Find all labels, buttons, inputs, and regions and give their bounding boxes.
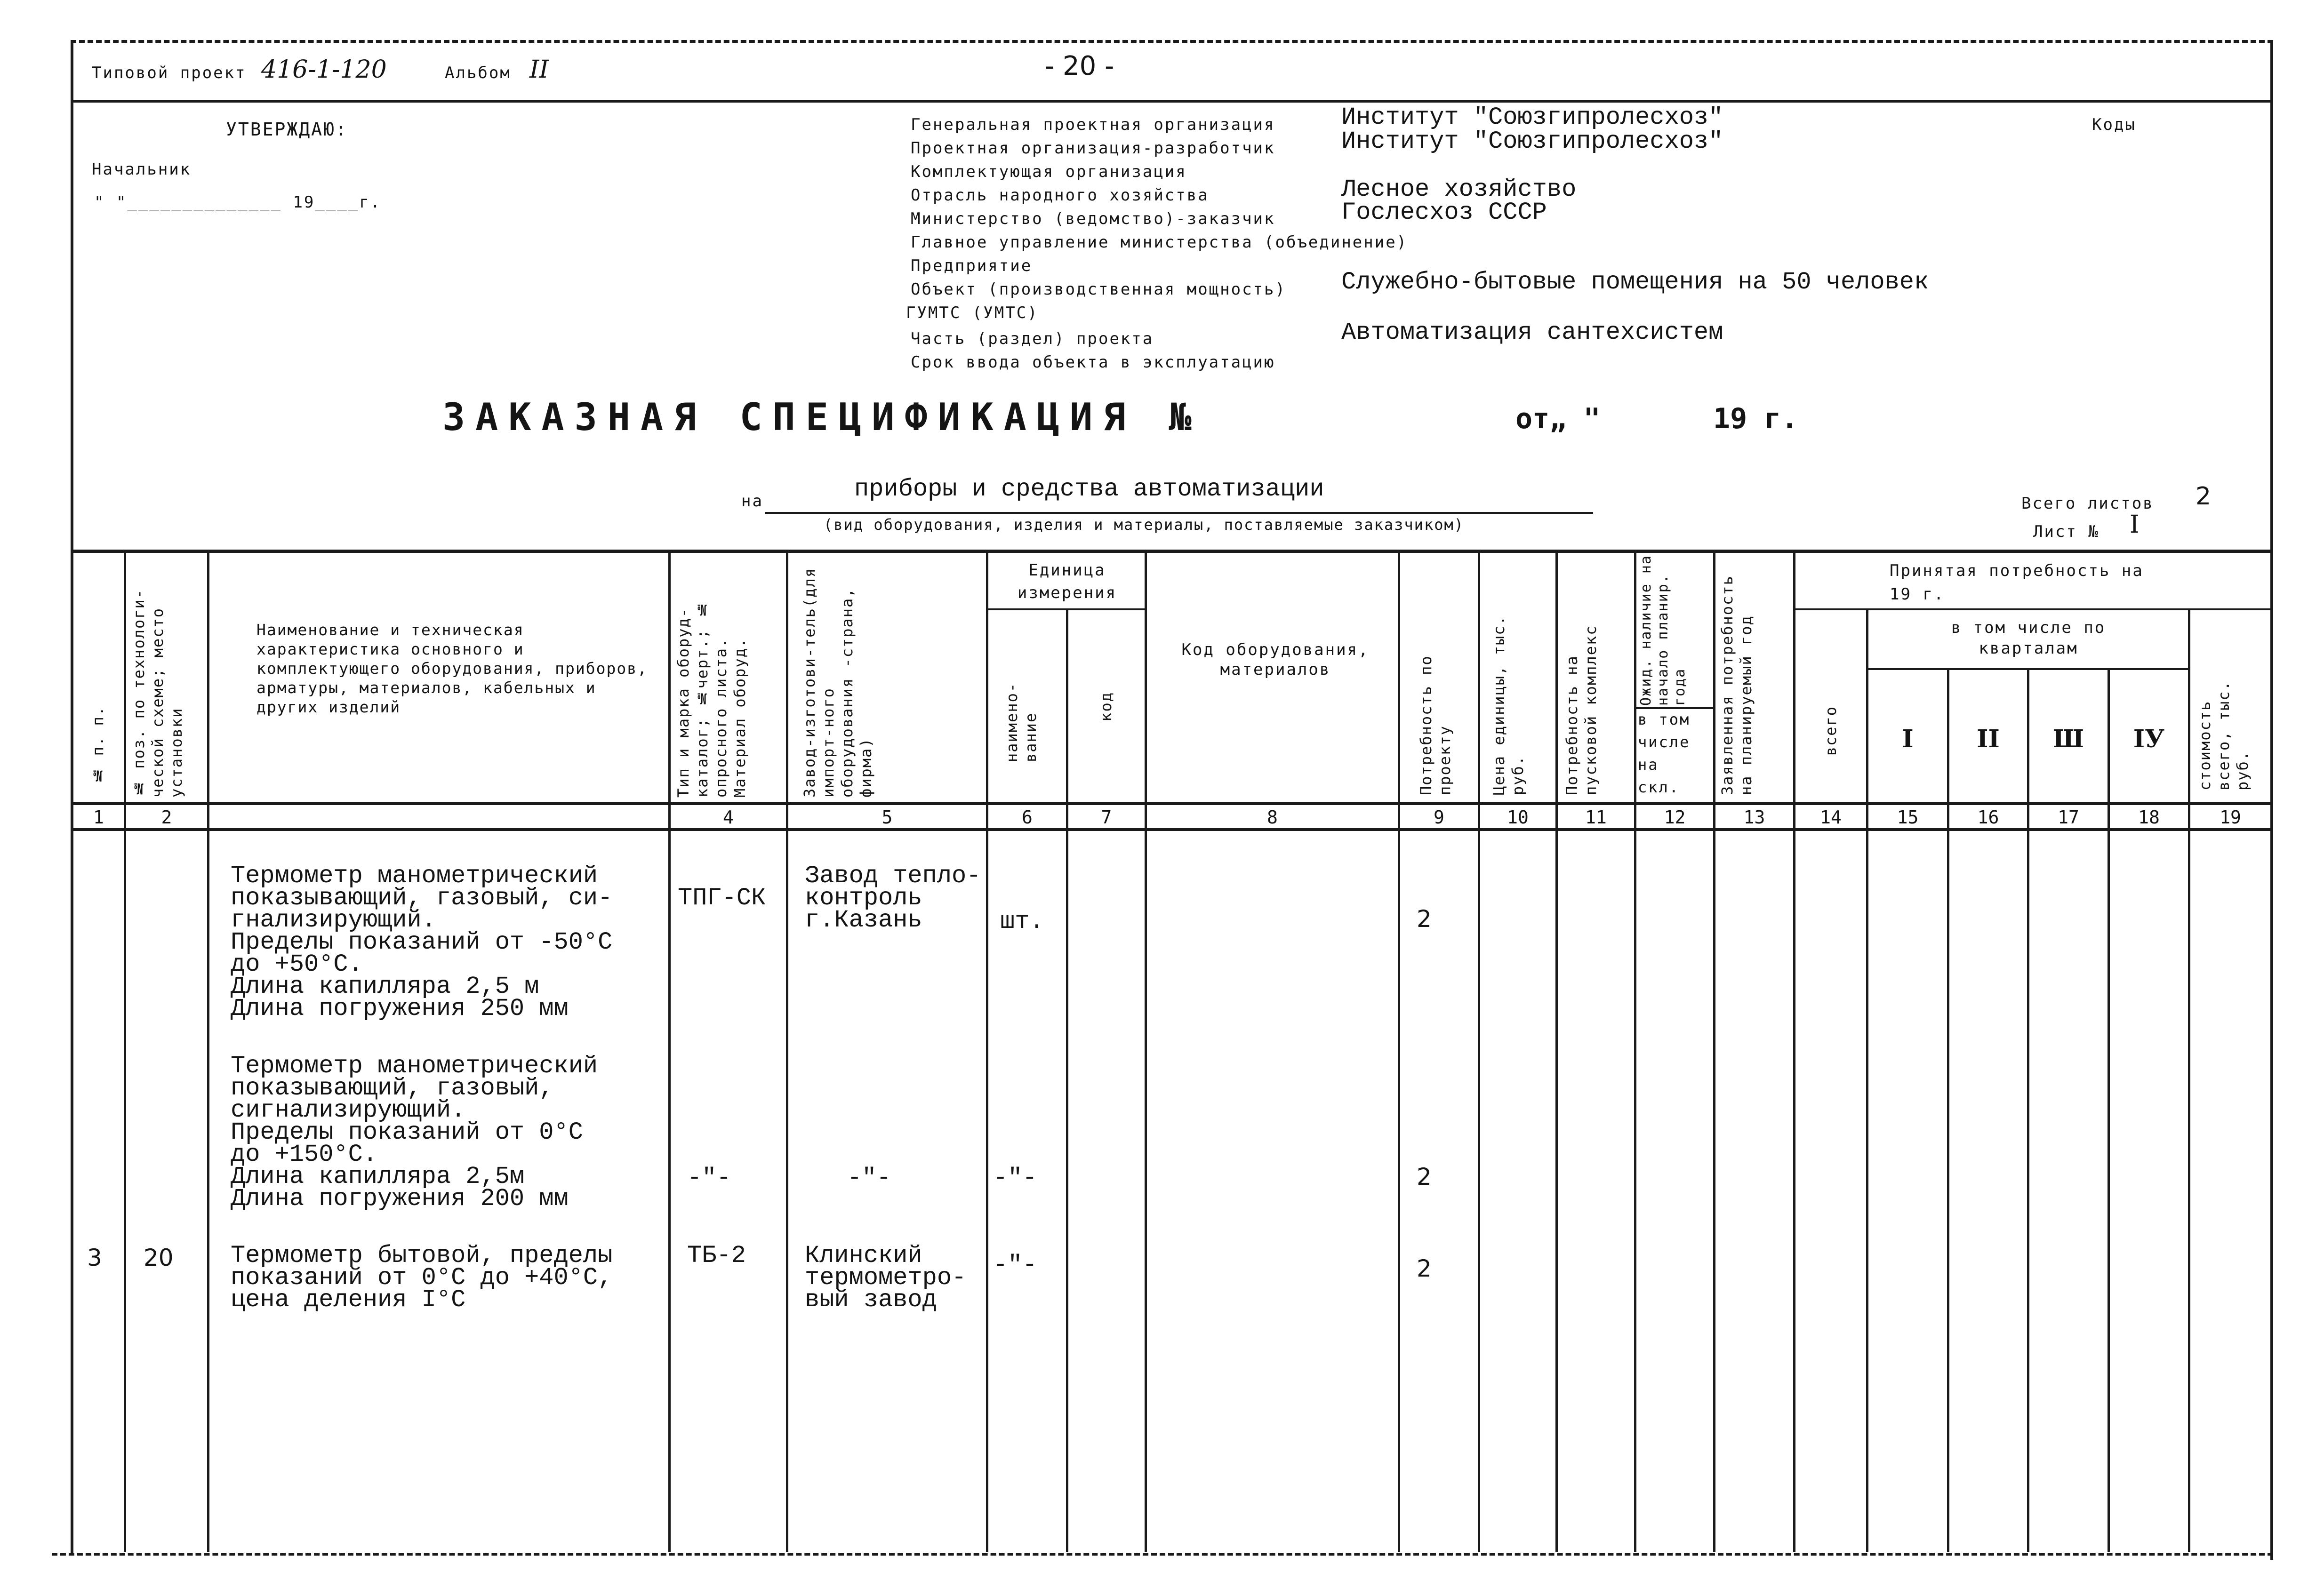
project-label: Типовой проект [92, 64, 247, 82]
org-label-8: Объект (производственная мощность) [911, 280, 1286, 299]
header-unit-group: Единица измерения [1017, 561, 1117, 602]
header-c11: Потребность на пусковой комплекс [1563, 625, 1600, 795]
table-header-rule [71, 802, 2273, 805]
col-number: 19 [2220, 807, 2241, 828]
header-c8: Код оборудования, материалов [1181, 640, 1370, 679]
col-number: 9 [1434, 807, 1444, 828]
row-number: 3 [87, 1244, 102, 1271]
row-qty: 2 [1417, 905, 1432, 933]
row-qty: 2 [1417, 1255, 1432, 1282]
row-unit: -"- [993, 1251, 1037, 1279]
row-name: Термометр манометрический показывающий, газовый, сигнализирующий. Пределы показаний от 0°С до +150°С. Длина капилляра 2,5м Длина погружения 200 мм [231, 1052, 598, 1213]
header-c10: Цена единицы, тыс. руб. [1490, 615, 1527, 795]
header-q3: Ш [2053, 725, 2084, 753]
col-divider [1555, 550, 1558, 1552]
approval-date: " "______________ 19____г. [94, 193, 382, 212]
header-c6: наимено-вание [1003, 682, 1040, 762]
object-value: Служебно-бытовые помещения на 50 человек [1341, 268, 1929, 296]
header-c19: стоимость всего, тыс. руб. [2196, 680, 2252, 790]
total-sheets-label: Всего листов [2021, 494, 2154, 513]
col-divider [124, 550, 126, 1552]
col-number: 18 [2138, 807, 2160, 828]
col-number: 7 [1101, 807, 1112, 828]
col-number: 8 [1267, 807, 1278, 828]
header-q4: IУ [2133, 725, 2165, 753]
col-divider [986, 550, 988, 1552]
col-number: 5 [882, 807, 893, 828]
sheet-label: Лист № [2033, 522, 2100, 541]
row-maker: -"- [847, 1164, 891, 1192]
col-number: 15 [1897, 807, 1919, 828]
right-frame [2270, 40, 2273, 1560]
org-label-1: Генеральная проектная организация [911, 115, 1275, 134]
total-sheets-value: 2 [2196, 482, 2212, 511]
ministry-value: Гослесхоз СССР [1341, 199, 1547, 226]
col-number: 6 [1022, 807, 1033, 828]
industry-value: Лесное хозяйство [1341, 176, 1577, 203]
approval-title: УТВЕРЖДАЮ: [226, 119, 348, 140]
document-title: ЗАКАЗНАЯ СПЕЦИФИКАЦИЯ № [442, 395, 1202, 439]
codes-label: Коды [2092, 115, 2136, 134]
row-unit: шт. [1000, 908, 1044, 935]
col-divider [786, 550, 788, 1552]
row-maker: Клинский термометро- вый завод [805, 1242, 967, 1314]
col-number: 4 [723, 807, 734, 828]
header-q2: II [1977, 725, 2000, 753]
album-number: II [529, 56, 549, 84]
header-accepted-group: Принятая потребность на [1890, 561, 2144, 580]
col-divider [1398, 550, 1400, 1552]
subject-prefix: на [741, 492, 763, 511]
col-divider [1145, 550, 1147, 1552]
col-number: 2 [161, 807, 172, 828]
table-top-rule [71, 550, 2273, 553]
col-divider [2188, 609, 2190, 1552]
general-org-value: Институт "Союзгипролесхоз" [1341, 104, 1723, 131]
subject-caption: (вид оборудования, изделия и материалы, поставляемые заказчиком) [824, 516, 1464, 534]
quarters-group-rule [1868, 668, 2190, 670]
header-c3: Наименование и техническая характеристика основного и комплектующего оборудования, приборов, арматуры, материалов, кабельных и других изделий [256, 621, 648, 716]
row-unit: -"- [993, 1164, 1037, 1192]
row-maker: Завод тепло- контроль г.Казань [805, 862, 981, 934]
col-divider [1478, 550, 1480, 1552]
header-c1: № п. п. [89, 706, 107, 785]
header-quarters-group: в том числе по кварталам [1951, 618, 2106, 658]
row-type: -"- [687, 1164, 731, 1192]
header-c12-top: Ожид. наличие на начало планир. года [1638, 555, 1688, 706]
col-divider [1634, 550, 1636, 1552]
header-c9: Потребность по проекту [1417, 655, 1454, 795]
developer-org-value: Институт "Союзгипролесхоз" [1341, 128, 1723, 155]
left-frame [71, 40, 73, 1555]
col-number: 13 [1743, 807, 1765, 828]
col-number [209, 806, 668, 829]
col-divider [207, 550, 209, 1552]
col-divider [1793, 550, 1795, 1552]
header-c4: Тип и марка оборуд-каталог; №черт.; № опросного листа. Материал оборуд. [674, 599, 749, 798]
title-year: 19 г. [1713, 402, 1798, 435]
approval-role: Начальник [92, 160, 192, 179]
col-divider [1713, 550, 1715, 1552]
bottom-border [52, 1553, 2273, 1556]
col-divider [2108, 668, 2110, 1552]
album-label: Альбом [445, 64, 511, 82]
row-position: 20 [144, 1244, 174, 1271]
org-label-9: ГУМТС (УМТС) [906, 303, 1039, 322]
col-divider [2027, 668, 2029, 1552]
header-c2: № поз. по технологи-ческой схеме; место установки [130, 588, 185, 798]
col-number: 10 [1507, 807, 1529, 828]
header-c14: всего [1822, 706, 1840, 756]
row-qty: 2 [1417, 1163, 1432, 1190]
row-type: ТБ-2 [687, 1242, 746, 1270]
col-number: 1 [93, 807, 104, 828]
top-border [71, 40, 2273, 43]
header-rule [71, 100, 2273, 103]
org-label-2: Проектная организация-разработчик [911, 139, 1275, 158]
header-c5: Завод-изготови-тель(для импорт-ного оборудования -страна, фирма) [801, 567, 875, 798]
org-label-3: Комплектующая организация [911, 162, 1187, 181]
col-number: 12 [1664, 807, 1686, 828]
header-c12-bottom: в том числе на скл. [1638, 711, 1691, 796]
title-from: от„ " [1515, 402, 1601, 435]
project-number: 416-1-120 [261, 56, 387, 84]
project-part-value: Автоматизация сантехсистем [1341, 319, 1723, 346]
col-number: 11 [1585, 807, 1607, 828]
org-label-4: Отрасль народного хозяйства [911, 186, 1209, 205]
sheet-value: I [2130, 511, 2140, 539]
row-name: Термометр манометрический показывающий, газовый, си- гнализирующий. Пределы показаний от -50°С до +50°С. Длина капилляра 2,5 м Длина погружения 250 мм [231, 862, 613, 1022]
col-number: 16 [1977, 807, 1999, 828]
org-label-5: Министерство (ведомство)-заказчик [911, 209, 1275, 228]
org-label-6: Главное управление министерства (объединение) [911, 233, 1408, 252]
org-label-10: Часть (раздел) проекта [911, 329, 1154, 348]
row-type: ТПГ-СК [678, 884, 766, 912]
header-q1: I [1902, 725, 1914, 753]
subject-value: приборы и средства автоматизации [854, 475, 1324, 503]
header-c13: Заявленная потребность на планируемый год [1718, 575, 1755, 795]
header-c7: код [1097, 692, 1115, 722]
header-accepted-year: 19 г. [1890, 585, 1945, 604]
col-number: 14 [1820, 807, 1842, 828]
col-number: 17 [2058, 807, 2079, 828]
col-divider [668, 550, 671, 1552]
col-divider [1947, 668, 1949, 1552]
page-number: - 20 - [1045, 51, 1114, 81]
org-label-7: Предприятие [911, 256, 1033, 275]
org-label-11: Срок ввода объекта в эксплуатацию [911, 353, 1275, 372]
col-divider [1066, 609, 1068, 1552]
row-name: Термометр бытовой, пределы показаний от 0°С до +40°С, цена деления I°С [231, 1242, 613, 1314]
